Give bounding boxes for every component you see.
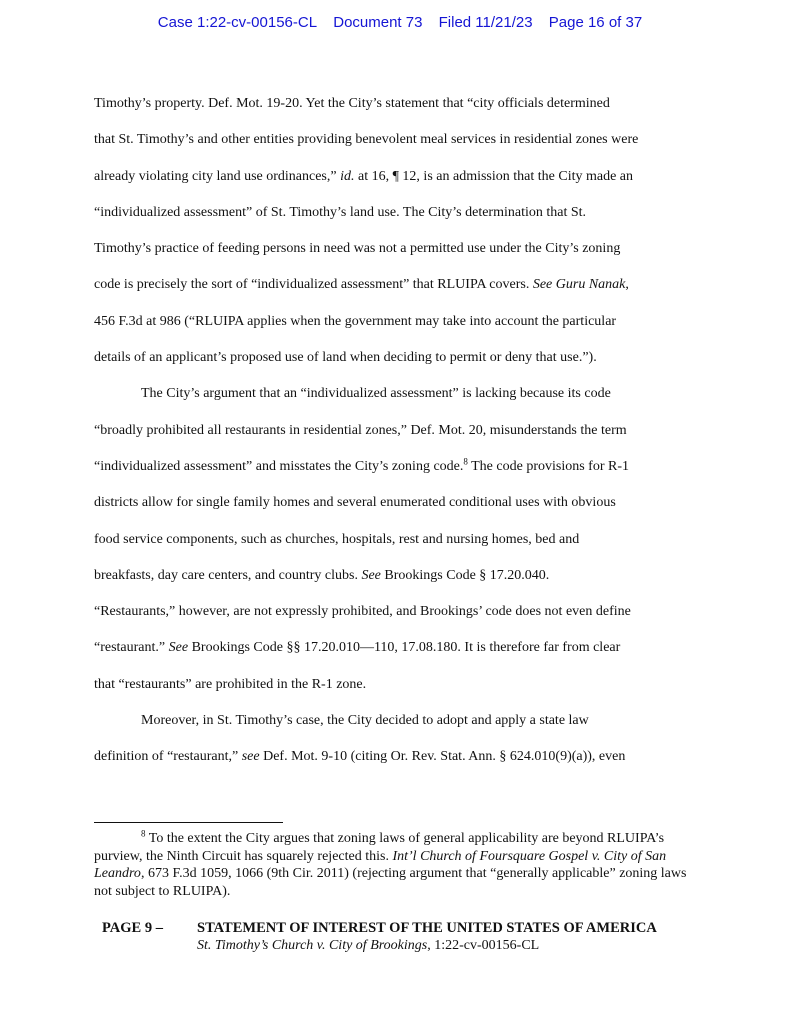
footnote-divider: [94, 822, 283, 823]
footnote: $^8$ To the extent the City argues that zoning laws of general applicability are beyond RLUIPA’s purview, the Ninth Circuit has squarely rejected this. Int’l Church of Foursquare Gospel v. City of San Leandro, 673 F.3d 1059, 1066 (9th Cir. 2011) (rejecting argument that “generally applicable” zoning laws not subject to RLUIPA).: [94, 828, 687, 899]
paragraph-2: The City’s argument that an “individualized assessment” is lacking because its code “broadly prohibited all restaurants in residential zones,” Def. Mot. 20, misunderstands the term “individualized assessment” and misstates the City’s zoning code.$^8$ The code provisions for R-1 districts allow for single family homes and several enumerated conditional uses with obvious food service components, such as churches, hospitals, rest and nursing homes, bed and breakfasts, day care centers, and country clubs. See Brookings Code § 17.20.040. “Restaurants,” however, are not expressly prohibited, and Brookings’ code does not even define “restaurant.” See Brookings Code §§ 17.20.010—110, 17.08.180. It is therefore far from clear that “restaurants” are prohibited in the R-1 zone.: [94, 386, 631, 692]
footer-case-name: St. Timothy’s Church v. City of Brookings: [197, 938, 428, 953]
case-header: [0, 14, 800, 31]
page-count: Page 16 of 37: [548, 14, 643, 31]
document-number: Document 73: [333, 14, 423, 31]
footer-title: STATEMENT OF INTEREST OF THE UNITED STATES OF AMERICA: [197, 920, 657, 936]
case-number: Case 1:22-cv-00156-CL: [157, 14, 318, 31]
footer-case-line: [102, 937, 722, 955]
footnote-ref: 8: [463, 456, 468, 467]
footnote-number: 8: [141, 828, 146, 839]
footer-page-label: PAGE 9 –: [102, 920, 163, 936]
page-footer: [102, 919, 722, 955]
footer-case-number: , 1:22-cv-00156-CL: [427, 938, 540, 953]
filed-date: Filed 11/21/23: [438, 14, 533, 31]
paragraph-3: Moreover, in St. Timothy’s case, the City decided to adopt and apply a state law definition of “restaurant,” see Def. Mot. 9-10 (citing Or. Rev. Stat. Ann. § 624.010(9)(a)), even: [94, 713, 626, 765]
body-text: [94, 86, 714, 776]
paragraph-1: Timothy’s property. Def. Mot. 19-20. Yet the City’s statement that “city officials determined that St. Timothy’s and other entities providing benevolent meal services in residential zones were already violating city land use ordinances,” id. at 16, ¶ 12, is an admission that the City made an “individualized assessment” of St. Timothy’s land use. The City’s determination that St. Timothy’s practice of feeding persons in need was not a permitted use under the City’s zoning code is precisely the sort of “individualized assessment” that RLUIPA covers. See Guru Nanak, 456 F.3d at 986 (“RLUIPA applies when the government may take into account the particular details of an applicant’s proposed use of land when deciding to permit or deny that use.”).: [94, 96, 639, 366]
